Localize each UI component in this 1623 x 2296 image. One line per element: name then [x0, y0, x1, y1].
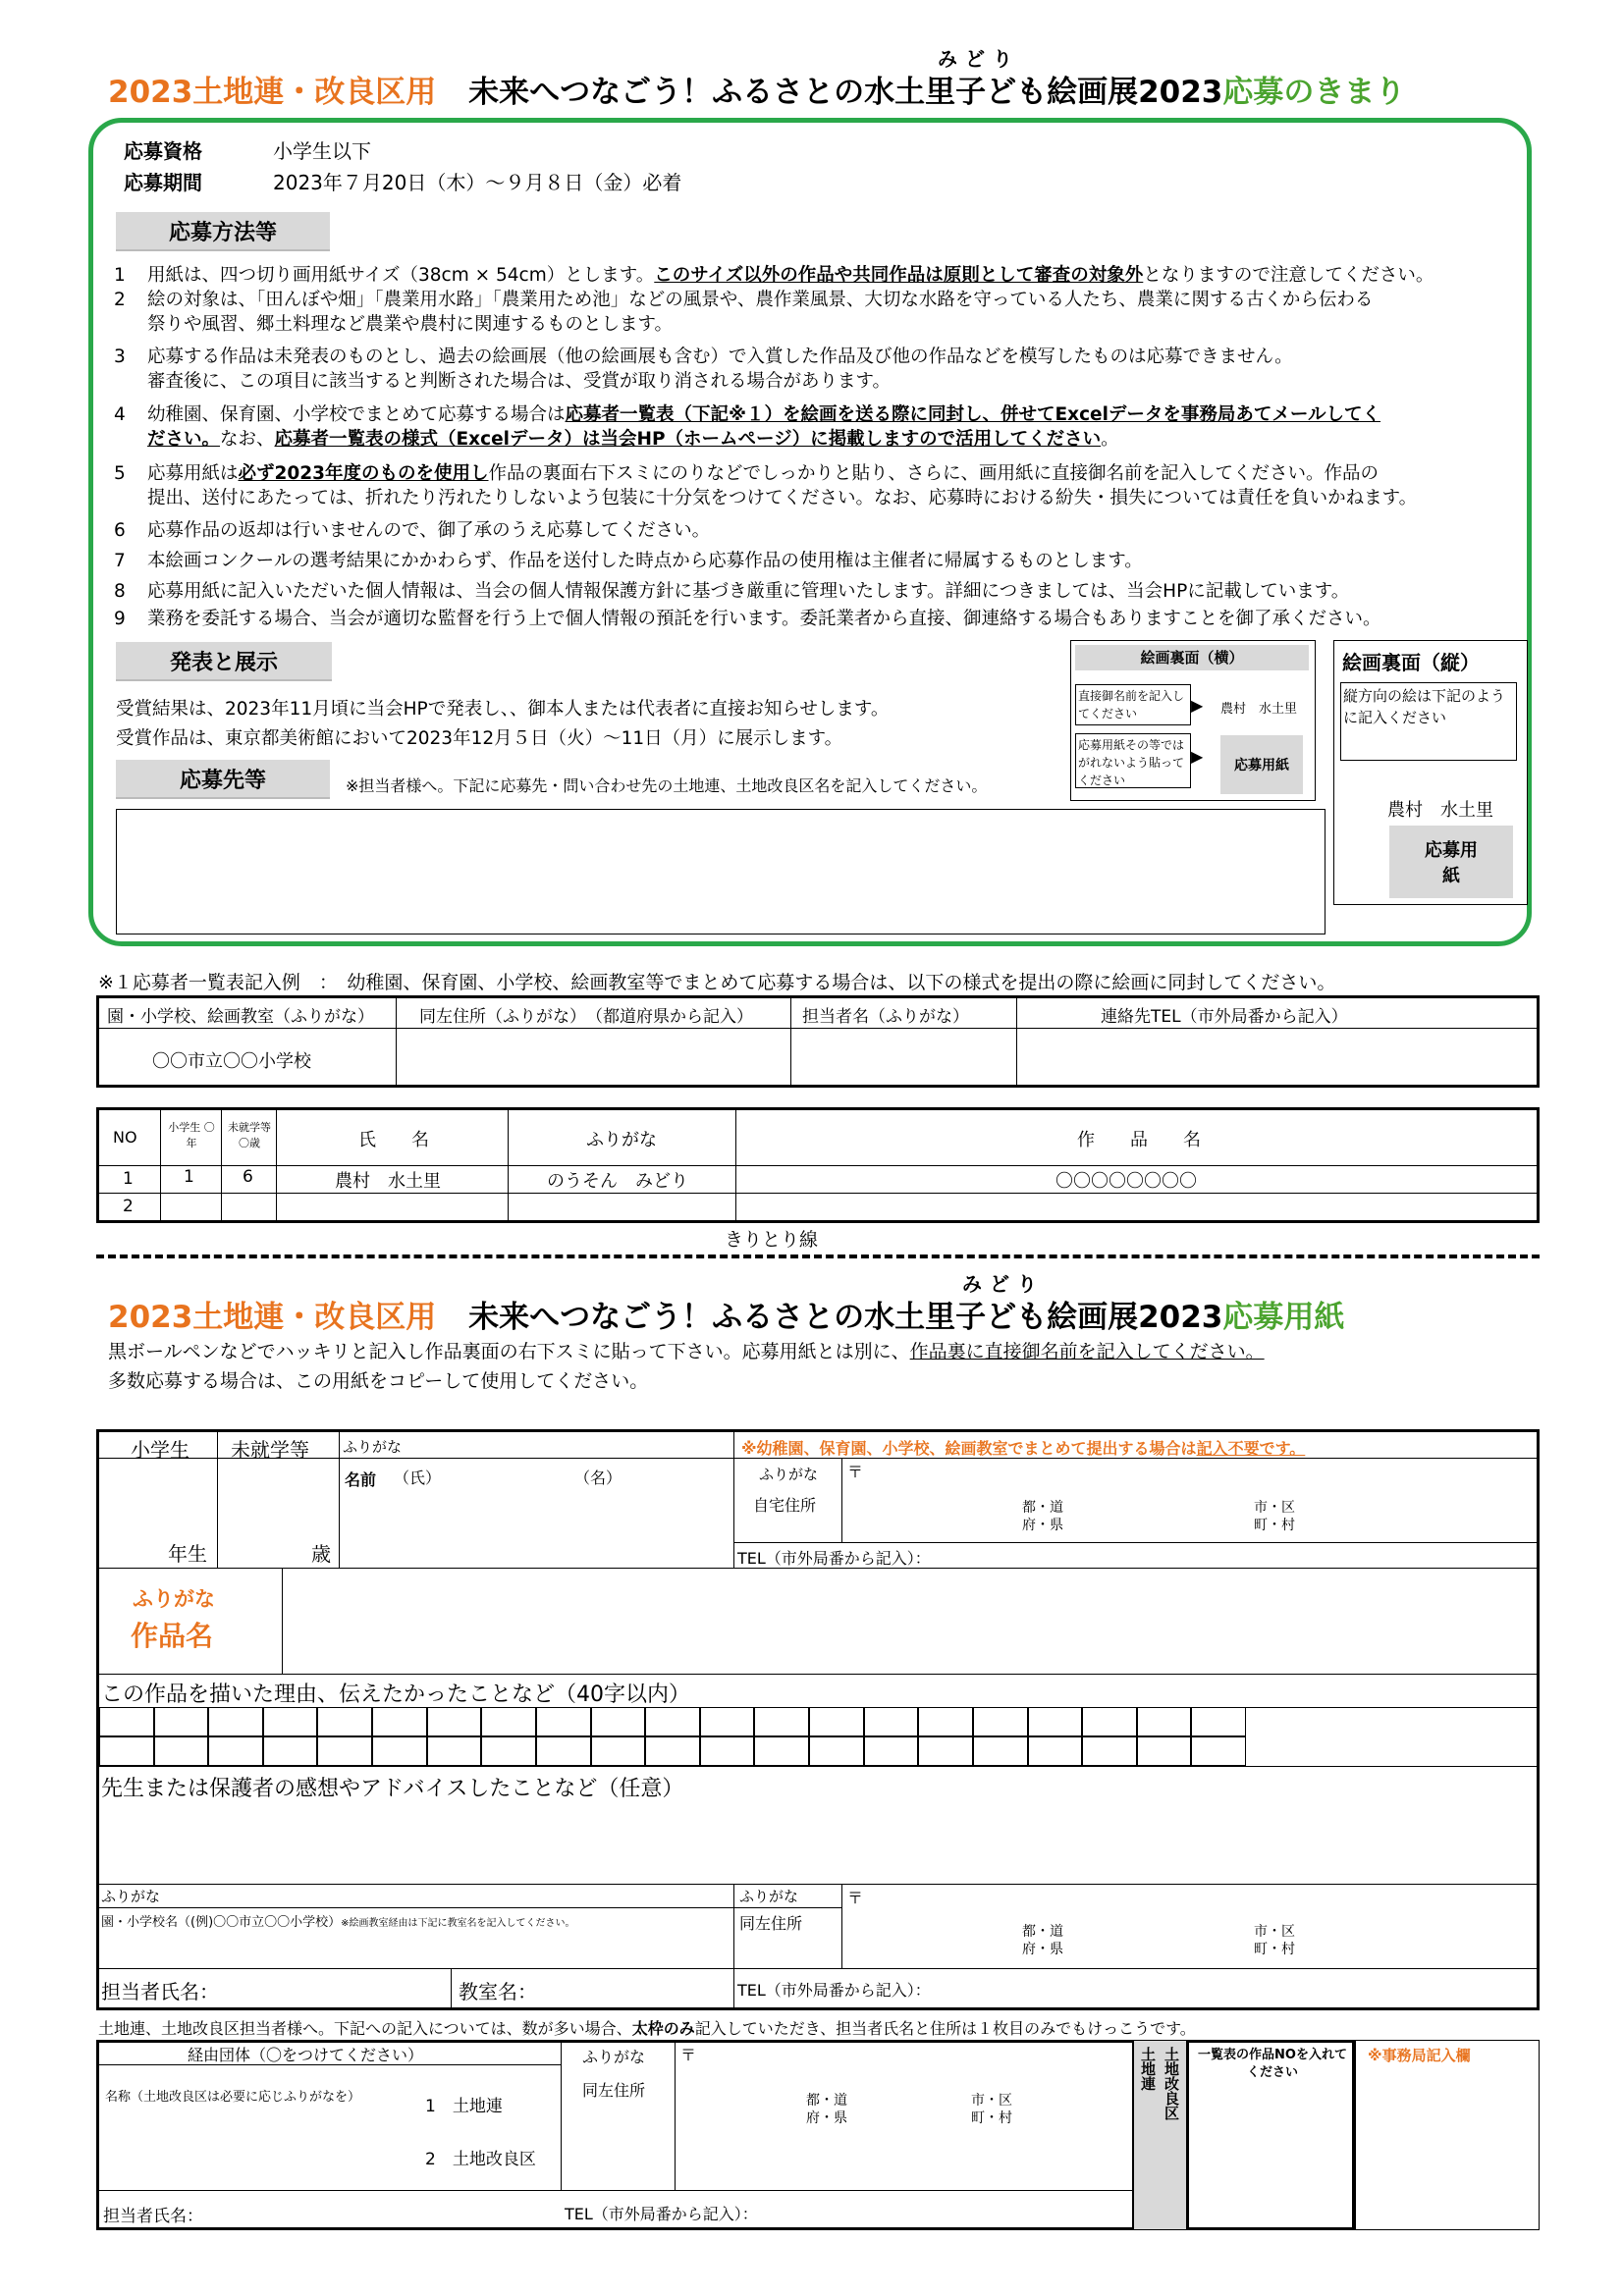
school-note: ※絵画教室経由は下記に教室名を記入してください。	[341, 1918, 575, 1929]
school-furigana-label: ふりがな	[101, 1888, 161, 1905]
t2-r1-furigana: のうそん みどり	[547, 1171, 688, 1192]
teacher-comment-label: 先生または保護者の感想やアドバイスしたことなど（任意）	[101, 1777, 684, 1801]
class-name-label: 教室名：	[459, 1980, 537, 2003]
rule-text: 応募者一覧表の様式（Excelデータ）は当会HP（ホームページ）に掲載しますので活用してください	[274, 429, 1102, 450]
rule-line	[114, 516, 710, 542]
rule-number: 3	[114, 347, 126, 367]
destination-input[interactable]	[116, 809, 1325, 934]
char-cell[interactable]	[99, 1707, 154, 1736]
cut-line-label: きりとり線	[725, 1229, 819, 1251]
char-cell[interactable]	[1137, 1736, 1192, 1766]
via-same-addr: 同左住所	[582, 2081, 646, 2100]
rule-line	[114, 547, 1143, 572]
section-destination: 応募先等	[116, 760, 330, 799]
char-cell[interactable]	[1137, 1707, 1192, 1736]
announce-line-2: 受賞作品は、東京都美術館において2023年12月５日（火）～11日（月）に展示します。	[116, 728, 843, 749]
rule-line	[114, 605, 1381, 630]
form-instruction-1	[108, 1337, 1265, 1363]
rule-text: 祭りや風習、郷土料理など農業や農村に関連するものとします。	[147, 314, 674, 335]
cut-line	[96, 1255, 1540, 1258]
given-name-label: （名）	[574, 1468, 622, 1487]
shiku-label: 市・区	[1254, 1500, 1295, 1516]
work-title-label: 作品名	[131, 1620, 214, 1652]
reason-char-grid[interactable]	[99, 1707, 1246, 1766]
char-cell[interactable]	[263, 1707, 318, 1736]
back-horizontal-diagram	[1070, 640, 1316, 801]
rule-text: 業務を委託する場合、当会が適切な監督を行う上で個人情報の預託を行います。委託業者から直接、御連絡する場合もありますことを御了承ください。	[147, 609, 1381, 629]
school-zip: 〒	[847, 1889, 864, 1907]
rule-text: となりますので注意してください。	[1143, 265, 1434, 286]
char-cell[interactable]	[973, 1736, 1028, 1766]
arrow-icon: ▶	[1191, 696, 1204, 715]
school-fuken: 府・県	[1022, 1942, 1063, 1957]
rule-text: ださい。	[147, 429, 221, 450]
rule-number: 8	[114, 581, 126, 602]
school-todo: 都・道	[1022, 1924, 1063, 1940]
t2-r2-no: 2	[123, 1197, 134, 1216]
char-cell[interactable]	[1082, 1736, 1137, 1766]
rule-line	[114, 367, 891, 393]
rule-line	[114, 459, 1379, 485]
rule-number: 2	[114, 290, 126, 310]
char-cell[interactable]	[918, 1707, 973, 1736]
school-label: 園・小学校名（(例)〇〇市立〇〇小学校）	[101, 1915, 342, 1930]
surname-label: （氏）	[394, 1468, 442, 1487]
via-box	[96, 2040, 1135, 2230]
chouson-label: 町・村	[1254, 1518, 1295, 1533]
rule-number: 6	[114, 520, 126, 541]
via-todo: 都・道	[806, 2093, 847, 2109]
char-cell[interactable]	[1082, 1707, 1137, 1736]
rule-number: 9	[114, 609, 126, 629]
rule-text: 用紙は、四つ切り画用紙サイズ（38cm × 54cm）とします。	[147, 265, 655, 286]
fuken-label: 府・県	[1022, 1518, 1063, 1533]
school-label-row	[101, 1911, 575, 1930]
form-title-ruby: みどり	[962, 1272, 1045, 1296]
t2-head-furigana: ふりがな	[586, 1130, 657, 1150]
back-v-title: 絵画裏面（縦）	[1342, 651, 1480, 674]
t2-r1-work: 〇〇〇〇〇〇〇〇	[1055, 1171, 1197, 1192]
list-no-box[interactable]	[1186, 2040, 1355, 2230]
via-shiku: 市・区	[971, 2093, 1012, 2109]
rule-text: このサイズ以外の作品や共同作品は原則として審査の対象外	[654, 265, 1144, 286]
home-address-label: 自宅住所	[753, 1496, 817, 1515]
char-cell[interactable]	[645, 1707, 700, 1736]
rule-number: 4	[114, 404, 126, 425]
char-cell[interactable]	[372, 1736, 427, 1766]
form-title-main: 未来へつなごう！ふるさとの水土里子ども絵画展2023	[468, 1300, 1223, 1335]
char-cell[interactable]	[427, 1707, 482, 1736]
list-head-school: 園・小学校、絵画教室（ふりがな）	[107, 1007, 374, 1027]
back-vertical-diagram	[1333, 640, 1528, 905]
char-cell[interactable]	[864, 1707, 919, 1736]
char-cell[interactable]	[700, 1707, 755, 1736]
char-cell[interactable]	[536, 1736, 591, 1766]
arrow-icon: ▶	[1191, 747, 1204, 766]
inst1-underline: 作品裏に直接御名前を記入してください。	[909, 1341, 1265, 1362]
char-cell[interactable]	[1028, 1736, 1083, 1766]
name-label: 名前	[345, 1470, 377, 1489]
char-cell[interactable]	[809, 1707, 864, 1736]
via-chouson: 町・村	[971, 2110, 1012, 2126]
entry-table	[96, 1107, 1540, 1223]
char-cell[interactable]	[864, 1736, 919, 1766]
rule-text: なお、	[220, 429, 275, 450]
t2-head-name: 氏 名	[358, 1130, 429, 1150]
char-cell[interactable]	[317, 1707, 372, 1736]
rule-line	[114, 343, 1293, 368]
rule-text: 審査後に、この項目に該当すると判断された場合は、受賞が取り消される場合があります。	[147, 371, 892, 392]
char-cell[interactable]	[536, 1707, 591, 1736]
via-zip: 〒	[680, 2046, 697, 2064]
via-opt1[interactable]: 1 土地連	[425, 2097, 503, 2116]
char-cell[interactable]	[645, 1736, 700, 1766]
preschool-label: 未就学等	[231, 1438, 309, 1462]
char-cell[interactable]	[481, 1707, 536, 1736]
period-value: 2023年７月20日（木）～９月８日（金）必着	[273, 171, 682, 194]
t2-r1-name: 農村 水土里	[335, 1171, 441, 1192]
rule-line	[114, 484, 1417, 509]
via-name-label: 名称（土地改良区は必要に応じふりがなを）	[105, 2090, 361, 2105]
form-title-suffix: 応募用紙	[1222, 1300, 1345, 1335]
back-h-form: 応募用紙	[1220, 735, 1303, 794]
vertical-label-box	[1133, 2040, 1188, 2230]
via-title: 経由団体（〇をつけてください）	[188, 2046, 424, 2064]
office-label: ※事務局記入欄	[1368, 2047, 1471, 2064]
via-person-label: 担当者氏名：	[103, 2207, 203, 2226]
rule-text: 応募作品の返却は行いませんので、御了承のうえ応募してください。	[147, 520, 711, 541]
t2-head-age: 未就学等 〇歳	[228, 1121, 271, 1149]
char-cell[interactable]	[700, 1736, 755, 1766]
group-warning	[741, 1436, 1305, 1459]
char-cell[interactable]	[372, 1707, 427, 1736]
rule-text: 応募者一覧表（下記※１）を絵画を送る際に同封し、併せてExcelデータを事務局あてメールしてく	[565, 404, 1381, 425]
char-cell[interactable]	[591, 1707, 646, 1736]
list-head-address: 同左住所（ふりがな） （都道府県から記入）	[419, 1007, 753, 1027]
rule-number: 7	[114, 551, 126, 571]
rule-text: 。	[1101, 429, 1119, 450]
eligibility-value: 小学生以下	[273, 139, 371, 163]
destination-note: ※担当者様へ。下記に応募先・問い合わせ先の土地連、土地改良区名を記入してください。	[346, 776, 988, 795]
char-cell[interactable]	[754, 1736, 809, 1766]
vert-label-b: 土地改良区	[1163, 2047, 1180, 2120]
t2-head-no: NO	[113, 1128, 137, 1147]
section-announce: 発表と展示	[116, 642, 332, 681]
bnote-c: 記入していただき、担当者氏名と住所は１枚目のみでもけっこうです。	[694, 2019, 1196, 2038]
char-cell[interactable]	[809, 1736, 864, 1766]
rule-line	[114, 577, 1349, 603]
inst1: 黒ボールペンなどでハッキリと記入し作品裏面の右下スミに貼って下さい。応募用紙とは別に、	[108, 1341, 910, 1362]
bnote-a: 土地連、土地改良区担当者様へ。下記への記入については、数が多い場合、	[98, 2019, 632, 2038]
char-cell[interactable]	[973, 1707, 1028, 1736]
rule-line	[114, 400, 1380, 426]
via-tel-label: TEL（市外局番から記入）：	[565, 2205, 758, 2223]
teacher-name-label: 担当者氏名：	[101, 1980, 219, 2003]
via-opt2[interactable]: 2 土地改良区	[425, 2150, 536, 2169]
rule-line	[114, 286, 1373, 311]
list-school-example: 〇〇市立〇〇小学校	[152, 1051, 311, 1072]
addr-furigana-label: ふりがな	[759, 1466, 819, 1483]
list-no-label: 一覧表の作品NOを入れてください	[1198, 2048, 1347, 2080]
char-cell[interactable]	[481, 1736, 536, 1766]
char-cell[interactable]	[154, 1736, 209, 1766]
list-note: ※１応募者一覧表記入例 ： 幼稚園、保育園、小学校、絵画教室等でまとめて応募する場合は、以下の様式を提出の際に絵画に同封してください。	[98, 972, 1336, 993]
school-shiku: 市・区	[1254, 1924, 1295, 1940]
title-main: 未来へつなごう！ふるさとの水土里子ども絵画展2023	[468, 75, 1223, 110]
rule-number: 5	[114, 463, 126, 484]
zip-label: 〒	[847, 1463, 864, 1481]
char-cell[interactable]	[754, 1707, 809, 1736]
t2-head-grade: 小学生 〇年	[168, 1121, 215, 1149]
name-furigana-label: ふりがな	[343, 1438, 403, 1456]
title-ruby: みどり	[938, 47, 1020, 71]
char-cell[interactable]	[154, 1707, 209, 1736]
rule-text: 絵の対象は、「田んぼや畑」「農業用水路」「農業用ため池」などの風景や、農作業風景、大切な水路を守っている人たち、農業に関する古くから伝わる	[147, 290, 1374, 310]
age-label: 歳	[311, 1542, 331, 1566]
rule-text: 応募する作品は未発表のものとし、過去の絵画展（他の絵画展も含む）で入賞した作品及び他の作品などを模写したものは応募できません。	[147, 347, 1293, 367]
rule-number: 1	[114, 265, 126, 286]
char-cell[interactable]	[1191, 1707, 1246, 1736]
via-fuken: 府・県	[806, 2110, 847, 2126]
char-cell[interactable]	[99, 1736, 154, 1766]
back-h-note1: 直接御名前を記入してください	[1075, 684, 1191, 725]
school-addr-furigana: ふりがな	[739, 1888, 799, 1905]
back-v-name: 農村 水土里	[1387, 800, 1493, 821]
t2-r1-no: 1	[123, 1169, 134, 1189]
char-cell[interactable]	[918, 1736, 973, 1766]
section-method: 応募方法等	[116, 212, 330, 251]
char-cell[interactable]	[427, 1736, 482, 1766]
t2-r1-grade: 1	[184, 1167, 194, 1187]
char-cell[interactable]	[208, 1736, 263, 1766]
todo-label: 都・道	[1022, 1500, 1063, 1516]
work-furigana-label: ふりがな	[133, 1587, 215, 1611]
application-form	[96, 1429, 1540, 2010]
rule-text: 提出、送付にあたっては、折れたり汚れたりしないよう包装に十分気をつけてください。なお、応募時における紛失・損失については責任を負いかねます。	[147, 488, 1418, 508]
title-prefix: 2023土地連・改良区用	[108, 75, 437, 110]
office-box	[1355, 2040, 1540, 2230]
elem-label: 小学生	[131, 1438, 189, 1462]
char-cell[interactable]	[1191, 1736, 1246, 1766]
vert-label-a: 土地連	[1139, 2047, 1157, 2091]
char-cell[interactable]	[1028, 1707, 1083, 1736]
char-cell[interactable]	[208, 1707, 263, 1736]
page-title	[108, 67, 1405, 111]
school-chouson: 町・村	[1254, 1942, 1295, 1957]
rule-text: 応募用紙に記入いただいた個人情報は、当会の個人情報保護方針に基づき厳重に管理いたします。詳細につきましては、当会HPに記載しています。	[147, 581, 1350, 602]
eligibility-label: 応募資格	[124, 139, 202, 163]
warn: ※幼稚園、保育園、小学校、絵画教室でまとめて提出する場合は	[741, 1439, 1197, 1458]
rule-text: 応募用紙は	[147, 463, 239, 484]
rule-text: 作品の裏面右下スミにのりなどでしっかりと貼り、さらに、画用紙に直接御名前を記入してください。作品の	[488, 463, 1380, 484]
school-tel-label: TEL（市外局番から記入）：	[737, 1981, 931, 2000]
announce-line-1: 受賞結果は、2023年11月頃に当会HPで発表し、、御本人または代表者に直接お知らせします。	[116, 699, 890, 720]
form-instruction-2: 多数応募する場合は、この用紙をコピーして使用してください。	[108, 1370, 649, 1392]
back-h-title: 絵画裏面（横）	[1075, 645, 1309, 670]
t2-head-work: 作 品 名	[1077, 1130, 1201, 1150]
via-furigana: ふりがな	[582, 2048, 646, 2066]
back-v-note: 縦方向の絵は下記のように記入ください	[1340, 682, 1517, 761]
form-title-prefix: 2023土地連・改良区用	[108, 1300, 437, 1335]
grade-label: 年生	[168, 1542, 207, 1566]
reason-label: この作品を描いた理由、伝えたかったことなど（40字以内）	[101, 1682, 690, 1707]
list-head-person: 担当者名（ふりがな）	[802, 1007, 969, 1027]
back-h-name: 農村 水土里	[1220, 702, 1298, 717]
rule-line	[114, 310, 673, 336]
form-title	[108, 1292, 1344, 1336]
rule-line	[114, 261, 1434, 287]
tel-label: TEL（市外局番から記入）：	[737, 1549, 931, 1568]
list-head-tel: 連絡先TEL（市外局番から記入）	[1101, 1007, 1348, 1027]
list-table	[96, 995, 1540, 1088]
rule-text: 本絵画コンクールの選考結果にかかわらず、作品を送付した時点から応募作品の使用権は主催者に帰属するものとします。	[147, 551, 1143, 571]
char-cell[interactable]	[591, 1736, 646, 1766]
back-v-form: 応募用紙	[1389, 826, 1513, 898]
rule-line	[114, 425, 1119, 451]
t2-r1-age: 6	[243, 1167, 253, 1187]
rule-text: 必ず2023年度のものを使用し	[238, 463, 489, 484]
bnote-b: 太枠のみ	[631, 2019, 695, 2038]
period-label: 応募期間	[124, 171, 202, 194]
bottom-note	[98, 2016, 1196, 2039]
char-cell[interactable]	[263, 1736, 318, 1766]
school-same-addr: 同左住所	[739, 1914, 803, 1933]
back-h-note2: 応募用紙その等ではがれないよう貼ってください	[1075, 733, 1191, 788]
title-suffix: 応募のきまり	[1222, 75, 1406, 110]
rule-text: 幼稚園、保育園、小学校でまとめて応募する場合は	[147, 404, 566, 425]
warn-u: 記入不要です。	[1196, 1439, 1306, 1458]
char-cell[interactable]	[317, 1736, 372, 1766]
